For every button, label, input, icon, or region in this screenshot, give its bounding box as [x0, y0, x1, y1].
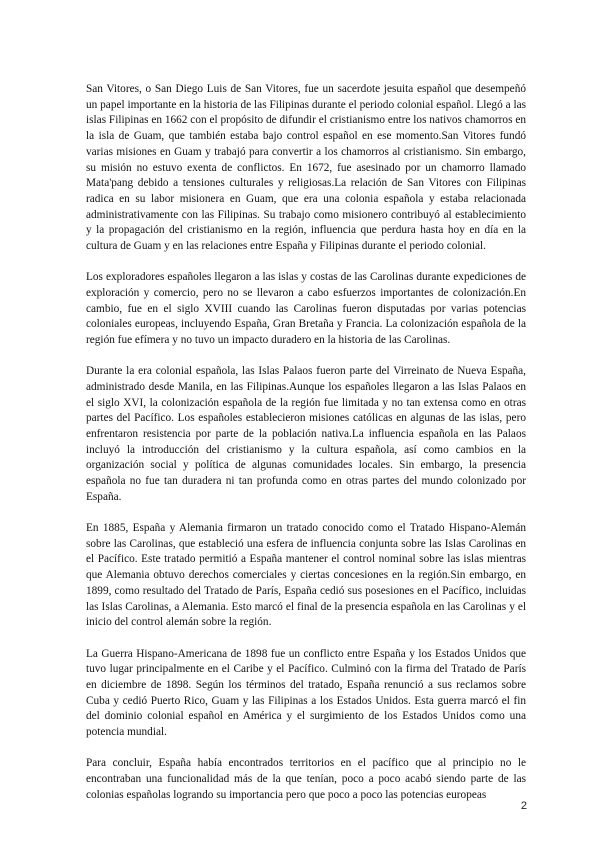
paragraph-spanish-american-war: La Guerra Hispano-Americana de 1898 fue un conflicto entre España y los Estados Unidos que tuvo lugar principalmente en el Caribe y el Pacífico. Culminó con la firma del Tratado de París en diciembre de 1898. Según los términos del tratado, España renunció a sus reclamos sobre Cuba y cedió Puerto Rico, Guam y las Filipinas a los Estados Unidos. Esta guerra marcó el fin del dominio colonial español en América y el surgimiento de los Estados Unidos como una potencia mundial.	[86, 647, 526, 739]
paragraph-carolinas-exploration: Los exploradores españoles llegaron a las islas y costas de las Carolinas durante expediciones de exploración y comercio, pero no se llevaron a cabo esfuerzos importantes de colonización.En cambio, fue en el siglo XVIII cuando las Carolinas fueron disputadas por varias potencias coloniales europeas, incluyendo España, Gran Bretaña y Francia. La colonización española de la región fue efímera y no tuvo un impacto duradero en la historia de las Carolinas.	[86, 271, 526, 347]
page-number: 2	[520, 800, 527, 812]
paragraph-san-vitores: San Vitores, o San Diego Luis de San Vitores, fue un sacerdote jesuita español que desempeñó un papel importante en la historia de las Filipinas durante el periodo colonial español. Llegó a las islas Filipinas en 1662 con el propósito de difundir el cristianismo entre los nativos chamorros en la isla de Guam, que también estaba bajo control español en ese momento.San Vitores fundó varias misiones en Guam y trabajó para convertir a los chamorros al cristianismo. Sin embargo, su misión no estuvo exenta de conflictos. En 1672, fue asesinado por un chamorro llamado Mata'pang debido a tensiones culturales y religiosas.La relación de San Vitores con Filipinas radica en su labor misionera en Guam, que era una colonia española y estaba relacionada administrativamente con las Filipinas. Su trabajo como misionero contribuyó al establecimiento y la propagación del cristianismo en la región, influencia que perdura hasta hoy en día en la cultura de Guam y en las relaciones entre España y Filipinas durante el periodo colonial.	[86, 83, 526, 253]
paragraph-conclusion: Para concluir, España había encontrados territorios en el pacífico que al principio no le encontraban una funcionalidad más de la que tenían, poco a poco acabó siendo parte de las colonias españolas logrando su importancia pero que poco a poco las potencias europeas	[86, 757, 526, 801]
paragraph-hispano-aleman-treaty: En 1885, España y Alemania firmaron un tratado conocido como el Tratado Hispano-Alemán sobre las Carolinas, que estableció una esfera de influencia conjunta sobre las Islas Carolinas en el Pacífico. Este tratado permitió a España mantener el control nominal sobre las islas mientras que Alemania obtuvo derechos comerciales y ciertas concesiones en la región.Sin embargo, en 1899, como resultado del Tratado de París, España cedió sus posesiones en el Pacífico, incluidas las Islas Carolinas, a Alemania. Esto marcó el final de la presencia española en las Carolinas y el inicio del control alemán sobre la región.	[86, 522, 526, 629]
page-body	[86, 82, 526, 819]
paragraph-palaos: Durante la era colonial española, las Islas Palaos fueron parte del Virreinato de Nueva España, administrado desde Manila, en las Filipinas.Aunque los españoles llegaron a las Islas Palaos en el siglo XVI, la colonización española de la región fue limitada y no tan extensa como en otras partes del Pacífico. Los españoles establecieron misiones católicas en algunas de las islas, pero enfrentaron resistencia por parte de la población nativa.La influencia española en las Palaos incluyó la introducción del cristianismo y la cultura española, así como cambios en la organización social y política de algunas comunidades locales. Sin embargo, la presencia española no fue tan duradera ni tan profunda como en otras partes del mundo colonizado por España.	[86, 365, 526, 503]
